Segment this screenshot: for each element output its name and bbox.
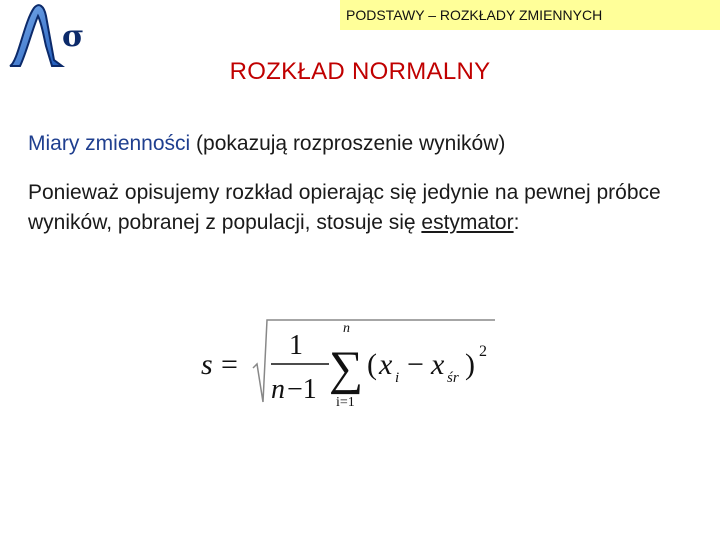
exponent-two: 2 bbox=[479, 343, 487, 360]
fraction-denominator-n: n bbox=[271, 374, 285, 405]
estimator-colon: : bbox=[513, 211, 520, 234]
variability-measures-explanation: (pokazują rozproszenie wyników) bbox=[190, 132, 506, 155]
formula-lhs: s bbox=[201, 348, 213, 381]
fraction-numerator: 1 bbox=[289, 330, 303, 361]
sum-lower-limit: i=1 bbox=[336, 395, 355, 410]
estimator-term: estymator bbox=[421, 211, 514, 234]
summation-icon: ∑ bbox=[329, 342, 364, 395]
formula-minus: − bbox=[407, 348, 424, 381]
slide-title: ROZKŁAD NORMALNY bbox=[229, 58, 491, 85]
sigma-glyph: σ bbox=[62, 19, 85, 54]
formula-equals: = bbox=[221, 348, 238, 381]
standard-deviation-formula bbox=[195, 312, 505, 412]
open-paren: ( bbox=[367, 348, 377, 381]
estimator-paragraph bbox=[28, 178, 708, 238]
variability-measures-line bbox=[28, 130, 708, 158]
section-tag: PODSTAWY – ROZKŁADY ZMIENNYCH bbox=[340, 0, 720, 30]
estimator-paragraph-text: Ponieważ opisujemy rozkład opierając się jedynie na pewnej próbce wyników, pobranej z populacji, stosuje się bbox=[28, 181, 661, 234]
fraction-denominator-minus-one: −1 bbox=[287, 374, 317, 405]
formula-x-i: x bbox=[379, 348, 393, 381]
formula-x-sr: x bbox=[431, 348, 445, 381]
close-paren: ) bbox=[465, 348, 475, 381]
sum-upper-limit: n bbox=[343, 321, 350, 336]
subscript-i: i bbox=[395, 370, 400, 386]
subscript-sr: śr bbox=[447, 370, 459, 386]
variability-measures-term: Miary zmienności bbox=[28, 132, 191, 155]
